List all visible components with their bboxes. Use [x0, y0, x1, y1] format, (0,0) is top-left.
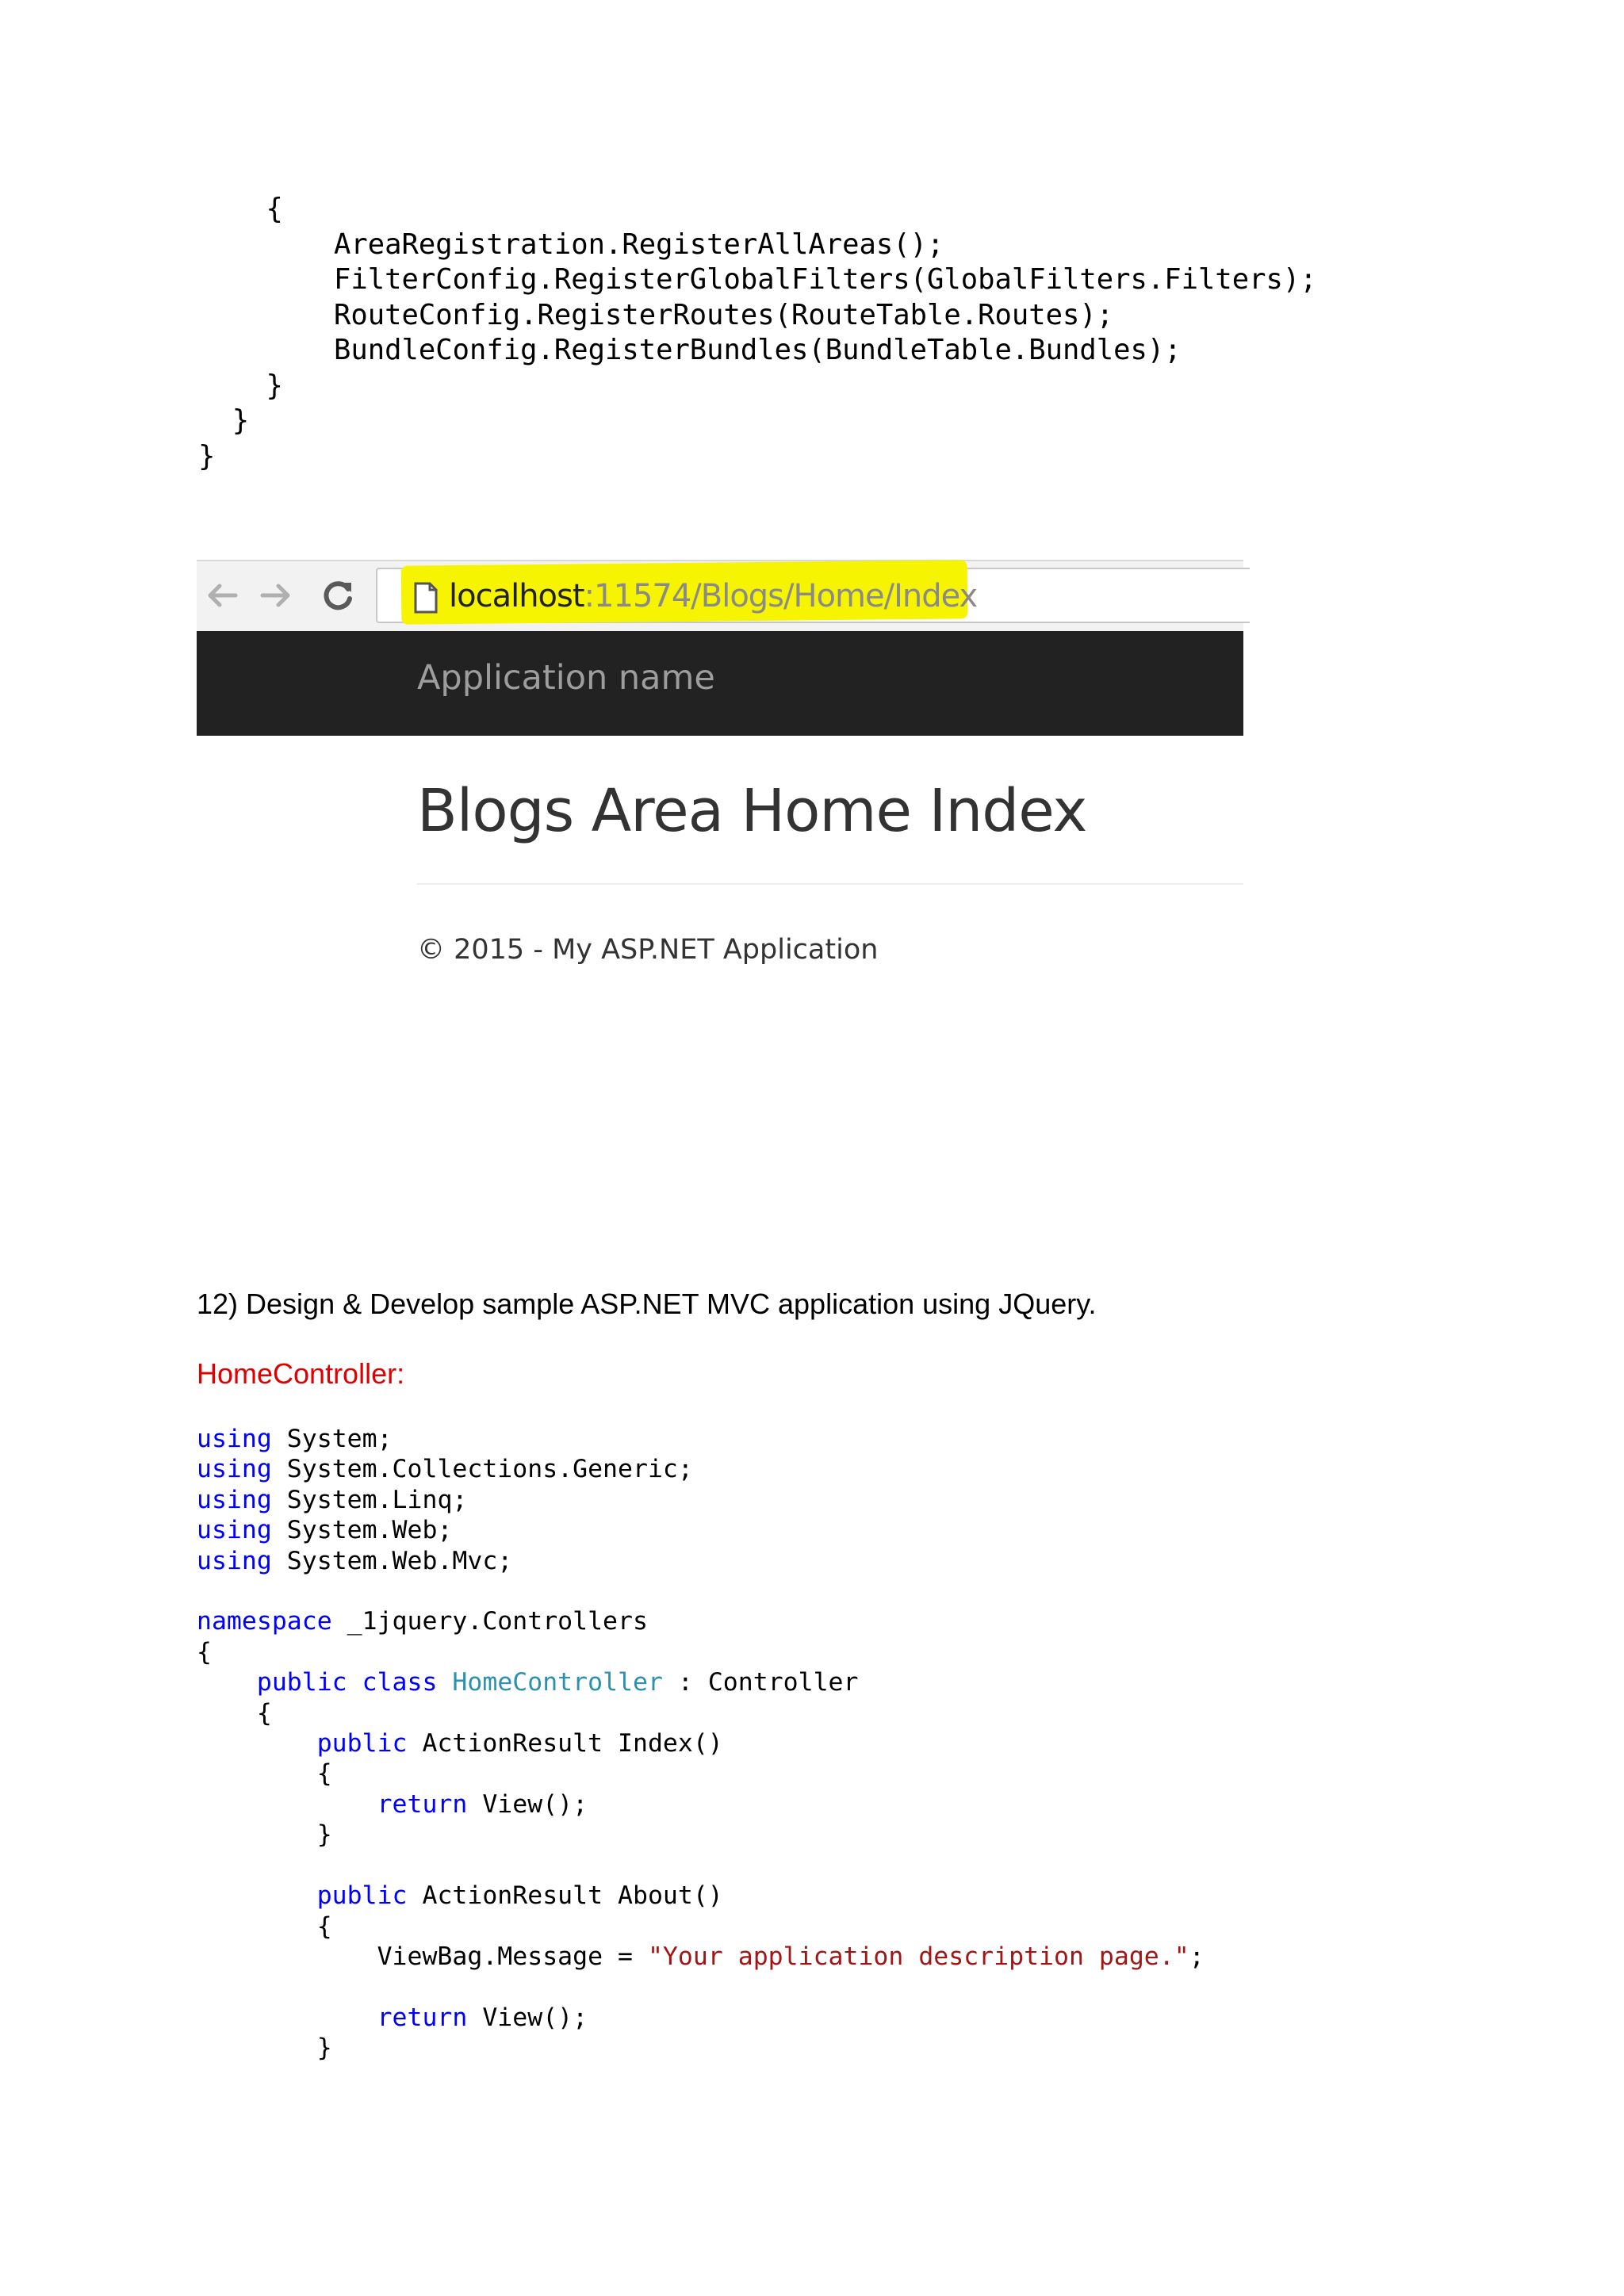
code-snippet-bottom: [197, 1424, 1205, 2064]
code-text: System.Web;: [286, 1516, 453, 1545]
code-text: {: [316, 1911, 332, 1941]
keyword: class: [362, 1668, 438, 1697]
url-path: :11574/Blogs/Home/Index: [584, 578, 978, 614]
code-text: {: [316, 1759, 332, 1789]
code-text: System.Collections.Generic;: [286, 1455, 693, 1484]
browser-screenshot: [197, 560, 1243, 988]
keyword: using: [197, 1455, 272, 1484]
code-text: View();: [482, 1789, 588, 1819]
code-text: }: [316, 2034, 332, 2063]
code-line: {: [198, 193, 283, 225]
keyword: using: [197, 1425, 272, 1453]
code-line: }: [198, 439, 216, 473]
code-text: {: [256, 1698, 272, 1728]
code-text: System.Linq;: [286, 1485, 468, 1514]
keyword: using: [197, 1485, 272, 1514]
back-icon[interactable]: [203, 577, 239, 614]
code-text: System.Web.Mvc;: [286, 1546, 513, 1575]
code-line: AreaRegistration.RegisterAllAreas();: [198, 228, 944, 261]
code-text: ;: [1189, 1942, 1205, 1971]
code-snippet-top: [198, 192, 1317, 474]
code-text: _1jquery.Controllers: [347, 1607, 648, 1636]
app-navbar: [197, 631, 1243, 736]
string-literal: "Your application description page.": [647, 1942, 1189, 1971]
code-line: }: [198, 369, 283, 402]
forward-icon[interactable]: [259, 577, 295, 614]
code-text: : Controller: [662, 1668, 859, 1697]
app-name-link[interactable]: Application name: [417, 658, 715, 698]
code-line: }: [198, 404, 250, 437]
page-icon: [412, 582, 439, 614]
code-line: RouteConfig.RegisterRoutes(RouteTable.Routes);: [198, 298, 1114, 331]
controller-label: HomeController:: [197, 1357, 405, 1390]
url-host: localhost: [449, 578, 584, 614]
code-text: ActionResult Index(): [422, 1729, 723, 1758]
url-text[interactable]: [449, 577, 977, 615]
keyword: namespace: [197, 1607, 332, 1636]
keyword: public: [316, 1881, 408, 1911]
type-name: HomeController: [452, 1668, 663, 1697]
page-content: [417, 736, 1243, 988]
code-line: BundleConfig.RegisterBundles(BundleTable.Bundles);: [198, 334, 1182, 366]
footer-text: © 2015 - My ASP.NET Application: [417, 934, 879, 966]
divider: [417, 883, 1243, 885]
code-text: ActionResult About(): [422, 1881, 723, 1911]
keyword: using: [197, 1516, 272, 1545]
code-text: View();: [482, 2003, 588, 2032]
reload-icon[interactable]: [320, 577, 357, 614]
code-line: FilterConfig.RegisterGlobalFilters(GlobalFilters.Filters);: [198, 263, 1317, 296]
browser-toolbar: [197, 560, 1243, 633]
code-text: }: [316, 1820, 332, 1850]
keyword: using: [197, 1546, 272, 1575]
page-title: Blogs Area Home Index: [417, 777, 1087, 845]
code-text: System;: [286, 1425, 393, 1453]
address-bar[interactable]: [376, 568, 1250, 623]
code-text: ViewBag.Message =: [377, 1942, 648, 1971]
keyword: public: [316, 1729, 408, 1758]
code-text: {: [197, 1637, 212, 1667]
keyword: return: [377, 2003, 468, 2032]
section-heading: 12) Design & Develop sample ASP.NET MVC application using JQuery.: [197, 1288, 1097, 1320]
keyword: public: [256, 1668, 347, 1697]
keyword: return: [377, 1789, 468, 1819]
